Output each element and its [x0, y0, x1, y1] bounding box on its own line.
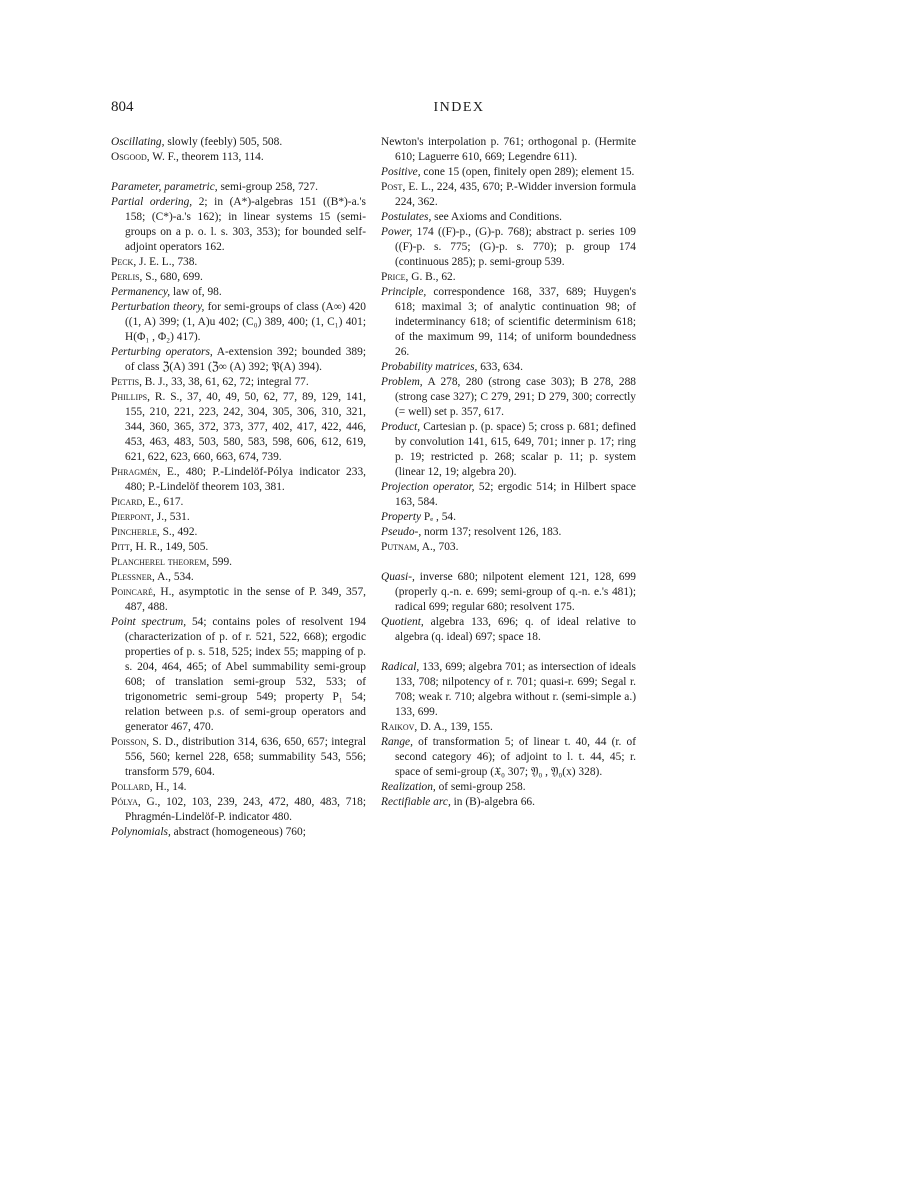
index-entry — [381, 795, 636, 810]
index-entry-text: 680, 699. — [157, 271, 203, 283]
index-entry-heading: Post, E. L., — [381, 181, 434, 193]
index-entry-heading: Poisson, S. D., — [111, 736, 179, 748]
index-entry-text: 37, 40, 49, 50, 62, 77, 89, 129, 141, 155, 210, 221, 223, 242, 304, 305, 306, 310, 321, 344, 360, 365, 372, 373, 377, 402, 417, 422, 446, 453, 463, 483, 503, 580, 583, 598, 606, 612, 619, 621, 622, 623, 660, 663, 674, 739. — [125, 391, 366, 463]
index-entry-heading: Plessner, A., — [111, 571, 171, 583]
running-head: INDEX — [433, 100, 485, 115]
index-entry — [111, 285, 366, 300]
index-entry-heading: Osgood, W. F., — [111, 151, 179, 163]
index-entry-text: 531. — [166, 511, 190, 523]
index-entry — [111, 540, 366, 555]
index-entry — [381, 510, 636, 525]
index-entry-text: 492. — [174, 526, 198, 538]
index-entry-heading: Picard, E., — [111, 496, 161, 508]
index-entry-heading: Oscillating, — [111, 136, 165, 148]
index-entry — [381, 480, 636, 510]
index-entry-text: 52; ergodic 514; in Hilbert space 163, 584. — [395, 481, 636, 508]
index-entry-text: 174 ((F)-p., (G)-p. 768); abstract p. series 109 ((F)-p. s. 775; (G)-p. s. 770); p. group 174 (continuous 285); p. semi-group 539. — [395, 226, 636, 268]
index-entry — [111, 195, 366, 255]
index-entry — [381, 420, 636, 480]
index-entry-heading: Parameter, parametric, — [111, 181, 218, 193]
index-entry-text: in (B)-algebra 66. — [450, 796, 535, 808]
index-entry — [381, 165, 636, 180]
index-entry — [111, 345, 366, 375]
index-entry-heading: Pollard, H., — [111, 781, 170, 793]
index-entry-text: inverse 680; nilpotent element 121, 128, 699 (properly q.-n. e. 699; semi-group of q.-n. e.'s 481); radical 699; regular 680; resolvent 175. — [395, 571, 636, 613]
index-entry — [111, 510, 366, 525]
index-entry-heading: Phillips, R. S., — [111, 391, 183, 403]
index-entry-heading: Radical, — [381, 661, 420, 673]
index-entry — [381, 525, 636, 540]
index-entry-text: for semi-groups of class (A∞) 420 ((1, A) 399; (1, A)u 402; (C₀) 389, 400; (1, C₁) 401; H(Φ₁ , Φ₂) 417). — [125, 301, 366, 343]
index-entry — [111, 375, 366, 390]
index-entry-text: 54; contains poles of resolvent 194 (characterization of p. of r. 521, 522, 668); ergodic properties of p. s. 518, 525; index 55; mapping of p. s. 204, 464, 465; of Abel summability semi-group 608; of translation semi-group 532, 533; of trigonometric semi-group 549; property P₁ 54; relation between p.s. of semi-group operators and generator 467, 470. — [125, 616, 366, 733]
index-entry-text: 224, 435, 670; P.-Widder inversion formula 224, 362. — [395, 181, 636, 208]
index-entry-text: 139, 155. — [447, 721, 493, 733]
index-entry-heading: Plancherel theorem, — [111, 556, 210, 568]
index-entry — [111, 465, 366, 495]
index-entry-text: correspondence 168, 337, 689; Huygen's 618; maximal 3; of analytic continuation 98; of indeterminancy 618; of scientific determinism 618; of the maximum 99, 114; of uniform boundedness 26. — [395, 286, 636, 358]
index-entry-heading: Pitt, H. R., — [111, 541, 163, 553]
index-entry-heading: Pólya, G., — [111, 796, 161, 808]
index-entry-heading: Partial ordering, — [111, 196, 193, 208]
index-entry-heading: Quotient, — [381, 616, 424, 628]
index-entry — [381, 570, 636, 615]
index-entry-text: cone 15 (open, finitely open 289); element 15. — [420, 166, 635, 178]
index-entry-text: 133, 699; algebra 701; as intersection of ideals 133, 708; nilpotency of r. 701; quasi-r. 699; Segal r. 708; weak r. 710; algebra without r. (semi-simple a.) 133, 699. — [395, 661, 636, 718]
index-entry — [111, 495, 366, 510]
index-entry — [111, 780, 366, 795]
section-gap — [381, 555, 636, 570]
index-entry-text: distribution 314, 636, 650, 657; integral 556, 560; kernel 228, 658; summability 543, 556; transform 579, 604. — [125, 736, 366, 778]
index-entry-heading: Peck, J. E. L., — [111, 256, 175, 268]
index-entry-heading: Perturbation theory, — [111, 301, 205, 313]
index-entry — [381, 225, 636, 270]
index-entry-text: asymptotic in the sense of P. 349, 357, 487, 488. — [125, 586, 366, 613]
index-entry — [381, 360, 636, 375]
index-entry-text: semi-group 258, 727. — [217, 181, 318, 193]
index-entry-text: 33, 38, 61, 62, 72; integral 77. — [168, 376, 309, 388]
index-entry-text: of semi-group 258. — [435, 781, 526, 793]
index-entry — [111, 135, 366, 150]
index-entry-heading: Rectifiable arc, — [381, 796, 451, 808]
index-entry — [381, 285, 636, 360]
index-entry-heading: Phragmén, E., — [111, 466, 180, 478]
index-entry — [111, 180, 366, 195]
index-entry-heading: Quasi-, — [381, 571, 415, 583]
index-entry-text: norm 137; resolvent 126, 183. — [421, 526, 562, 538]
index-entry-heading: Pettis, B. J., — [111, 376, 169, 388]
index-entry-heading: Raikov, D. A., — [381, 721, 448, 733]
index-entry — [111, 825, 366, 840]
index-entry-text: 149, 505. — [162, 541, 209, 553]
index-entry — [111, 270, 366, 285]
index-entry — [381, 660, 636, 720]
index-entry-heading: Poincaré, H., — [111, 586, 175, 598]
index-entry-heading: Postulates, — [381, 211, 432, 223]
index-entry — [381, 540, 636, 555]
index-entry — [381, 720, 636, 735]
index-entry-heading: Pincherle, S., — [111, 526, 175, 538]
section-gap — [111, 165, 366, 180]
index-entry-text: abstract (homogeneous) 760; — [170, 826, 306, 838]
index-entry — [381, 270, 636, 285]
index-entry-text: A-extension 392; bounded 389; of class ℨ(A) 391 (ℨ∞ (A) 392; 𝔓(A) 394). — [125, 346, 366, 373]
index-entry-text: law of, 98. — [170, 286, 222, 298]
index-entry-heading: Probability matrices, — [381, 361, 478, 373]
index-entry — [111, 585, 366, 615]
index-entry-text: A 278, 280 (strong case 303); B 278, 288 (strong case 327); C 279, 291; D 279, 300; correctly (= well) set p. 357, 617. — [395, 376, 636, 418]
index-entry — [381, 180, 636, 210]
index-entry — [111, 735, 366, 780]
index-entry-heading: Projection operator, — [381, 481, 475, 493]
index-entry-text: Newton's interpolation p. 761; orthogonal p. (Hermite 610; Laguerre 610, 669; Legendre 611). — [381, 136, 636, 163]
index-column-right — [381, 135, 636, 810]
index-entry — [111, 255, 366, 270]
index-entry-text: of transformation 5; of linear t. 40, 44 (r. of second category 46); of adjoint to l. t. 44, 45; r. space of semi-group (𝔛₀ 307; 𝔜₀ , 𝔜₀(x) 328). — [395, 736, 636, 778]
index-entry-text: 62. — [438, 271, 456, 283]
index-entry — [111, 795, 366, 825]
index-entry — [111, 615, 366, 735]
index-entry-text: theorem 113, 114. — [178, 151, 264, 163]
index-entry-heading: Polynomials, — [111, 826, 171, 838]
section-gap — [381, 645, 636, 660]
index-entry-heading: Property — [381, 511, 422, 523]
index-entry-text: 633, 634. — [477, 361, 523, 373]
index-entry-heading: Perturbing operators, — [111, 346, 213, 358]
index-entry-heading: Point spectrum, — [111, 616, 187, 628]
index-entry-heading: Realization, — [381, 781, 436, 793]
index-entry-heading: Price, G. B., — [381, 271, 439, 283]
index-entry — [111, 570, 366, 585]
index-entry — [381, 135, 636, 165]
index-entry-text: 480; P.-Lindelöf-Pólya indicator 233, 480; P.-Lindelöf theorem 103, 381. — [125, 466, 366, 493]
index-entry-heading: Power, — [381, 226, 413, 238]
index-entry-text: algebra 133, 696; q. of ideal relative to algebra (q. ideal) 697; space 18. — [395, 616, 636, 643]
index-entry — [111, 555, 366, 570]
index-entry — [381, 375, 636, 420]
index-entry-text: Cartesian p. (p. space) 5; cross p. 681; defined by convolution 141, 615, 649, 701; inner p. 17; ring p. 19; restricted p. 268; scalar p. 11; p. system (linear 12, 19; algebra 20). — [395, 421, 636, 478]
index-entry-heading: Putnam, A., — [381, 541, 436, 553]
index-entry-heading: Pierpont, J., — [111, 511, 167, 523]
index-entry-text: 102, 103, 239, 243, 472, 480, 483, 718; Phragmén-Lindelöf-P. indicator 480. — [125, 796, 366, 823]
index-entry-text: slowly (feebly) 505, 508. — [164, 136, 283, 148]
index-entry-text: 14. — [169, 781, 187, 793]
index-entry-text: 599. — [209, 556, 233, 568]
index-entry-text: 617. — [160, 496, 184, 508]
index-entry-text: 2; in (A*)-algebras 151 ((B*)-a.'s 158; (C*)-a.'s 162); in linear systems 15 (semi-groups on a p. o. l. s. 303, 353); for bounded self-adjoint operators 162. — [125, 196, 366, 253]
index-entry — [111, 150, 366, 165]
index-entry-text: see Axioms and Conditions. — [431, 211, 562, 223]
index-entry-heading: Principle, — [381, 286, 427, 298]
index-entry-heading: Permanency, — [111, 286, 171, 298]
index-entry — [111, 390, 366, 465]
index-entry-heading: Range, — [381, 736, 413, 748]
index-entry-text: 534. — [171, 571, 194, 583]
index-column-left — [111, 135, 366, 840]
index-entry — [111, 525, 366, 540]
index-entry — [381, 615, 636, 645]
index-entry — [381, 780, 636, 795]
index-entry-text: 703. — [435, 541, 459, 553]
index-entry — [111, 300, 366, 345]
index-entry-heading: Problem, — [381, 376, 423, 388]
page-number: 804 — [111, 99, 134, 115]
index-entry-heading: Pseudo-, — [381, 526, 422, 538]
index-entry — [381, 210, 636, 225]
index-entry-heading: Product, — [381, 421, 421, 433]
index-entry-text: Pₑ , 54. — [421, 511, 456, 523]
index-entry-heading: Positive, — [381, 166, 421, 178]
index-entry-text: 738. — [174, 256, 198, 268]
index-entry — [381, 735, 636, 780]
index-entry-heading: Perlis, S., — [111, 271, 158, 283]
